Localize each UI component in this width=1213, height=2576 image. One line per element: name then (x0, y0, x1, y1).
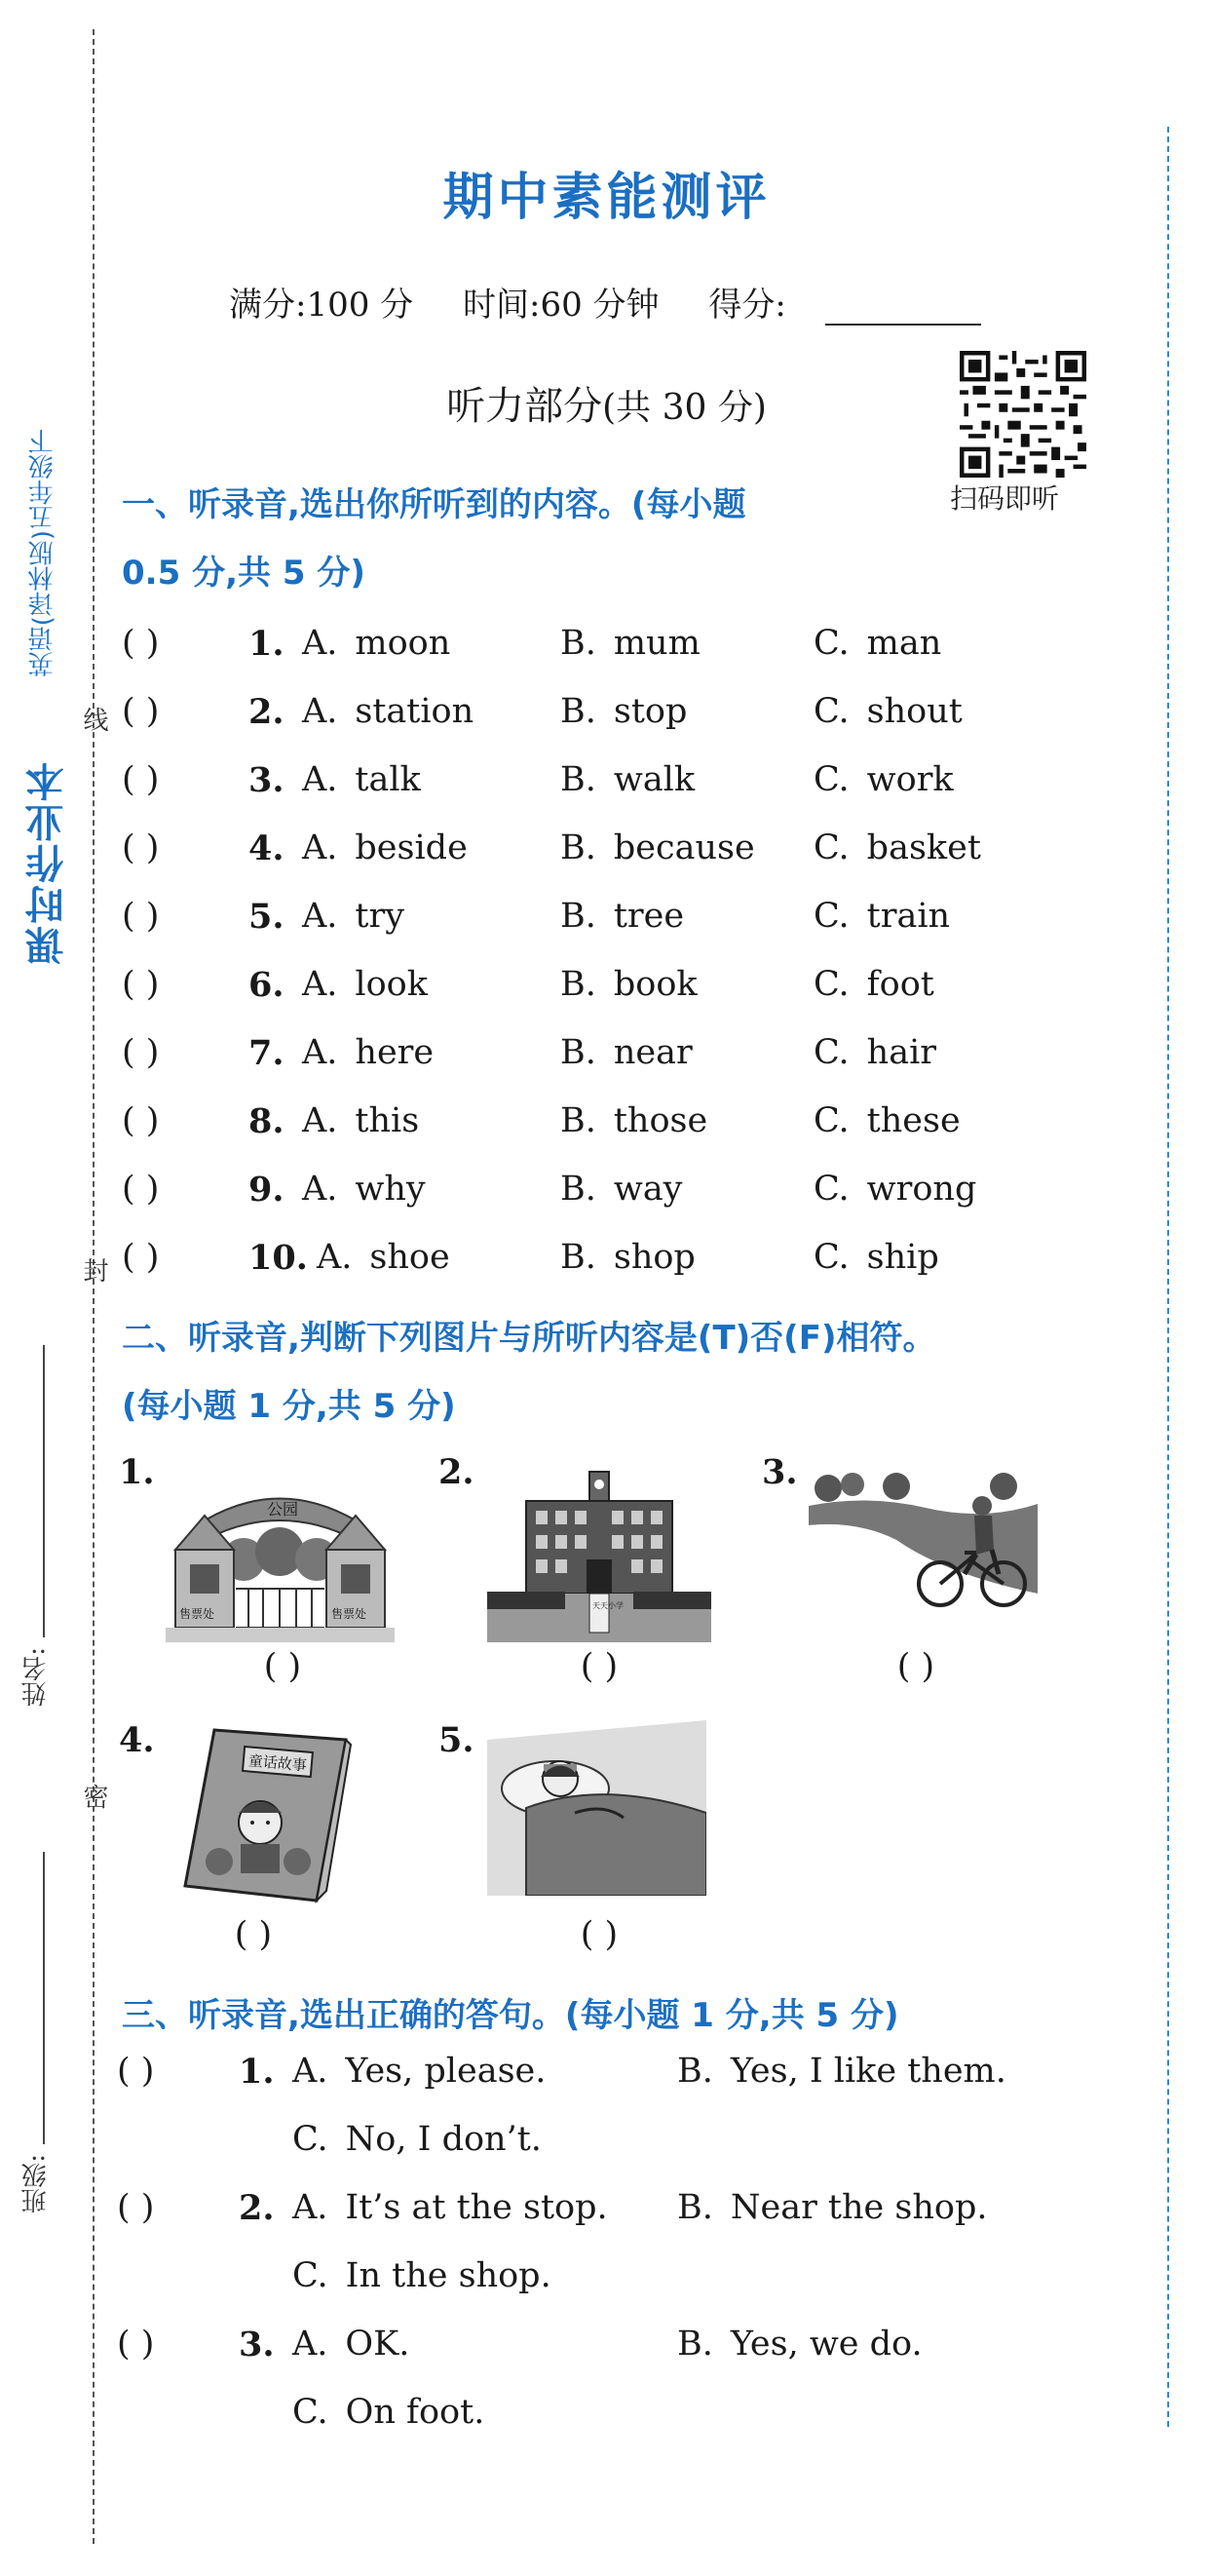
class-field-line[interactable] (43, 1852, 45, 2144)
option-b-label: B. (560, 897, 596, 936)
option-c[interactable] (292, 2120, 542, 2159)
answer-paren[interactable]: ( ) (263, 1647, 302, 1686)
option-a-text: moon (355, 624, 451, 663)
option-a[interactable] (317, 1238, 450, 1277)
option-a[interactable] (302, 897, 404, 936)
option-b[interactable] (677, 2325, 923, 2364)
seal-mark-feng: 封 (79, 1257, 108, 1283)
option-c[interactable] (292, 2256, 551, 2295)
option-c-text: wrong (866, 1170, 977, 1209)
option-b[interactable] (560, 1033, 693, 1072)
option-c-label: C. (814, 828, 850, 867)
option-a-text: shoe (369, 1238, 450, 1277)
answer-paren[interactable]: ( ) (122, 1170, 160, 1209)
option-b-text: walk (613, 760, 696, 799)
question-number: 4. (248, 828, 284, 868)
option-a-label: A. (317, 1238, 353, 1277)
option-a-label: A. (302, 1101, 338, 1140)
school-sign: 天天小学 (592, 1601, 624, 1610)
book-title: 童话故事 (247, 1751, 308, 1775)
option-c-text: these (866, 1101, 961, 1140)
option-b-text: near (613, 1033, 693, 1072)
seal-mark-xian: 线 (79, 707, 108, 732)
answer-paren[interactable]: ( ) (234, 1915, 273, 1954)
section1-title-line1: 一、听录音,选出你所听到的内容。(每小题 (122, 485, 746, 524)
option-c-label: C. (814, 692, 850, 731)
option-a-text: station (355, 692, 474, 731)
question-row (122, 965, 1145, 1014)
answer-paren[interactable]: ( ) (122, 760, 160, 799)
question-number: 2. (248, 692, 284, 732)
option-b[interactable] (560, 624, 701, 663)
question-number: 5. (248, 897, 284, 937)
name-label: 姓名: (21, 1647, 51, 1707)
option-a[interactable] (302, 760, 421, 799)
option-b-text: Near the shop. (730, 2188, 988, 2227)
cyclist-icon (809, 1467, 1038, 1633)
section3-title: 三、听录音,选出正确的答句。(每小题 1 分,共 5 分) (122, 1996, 899, 2035)
picture-number: 5. (438, 1720, 474, 1760)
exam-meta (229, 278, 981, 326)
option-b[interactable] (560, 897, 684, 936)
question-row (122, 1101, 1145, 1150)
option-b-label: B. (560, 692, 596, 731)
option-a-label: A. (292, 2325, 328, 2364)
option-a[interactable] (292, 2188, 608, 2227)
option-c-text: ship (866, 1238, 939, 1277)
option-b[interactable] (560, 965, 698, 1004)
option-c[interactable] (814, 828, 981, 867)
option-c-label: C. (814, 897, 850, 936)
option-c-text: On foot. (345, 2393, 485, 2432)
option-c-label: C. (292, 2256, 328, 2295)
option-b-text: because (613, 828, 755, 867)
option-c-text: hair (866, 1033, 937, 1072)
question-number: 7. (248, 1033, 284, 1073)
option-c-label: C. (814, 1170, 850, 1209)
option-c[interactable] (814, 1101, 961, 1140)
option-b-label: B. (560, 624, 596, 663)
question-row (122, 1170, 1145, 1218)
answer-paren[interactable]: ( ) (122, 692, 160, 731)
answer-paren[interactable]: ( ) (122, 965, 160, 1004)
option-a-text: OK. (345, 2325, 410, 2364)
side-subtitle: 英语(译林版)五年级下 (28, 429, 57, 677)
option-b[interactable] (677, 2188, 987, 2227)
score-total: 满分:100 分 (229, 286, 414, 325)
option-b-label: B. (560, 828, 596, 867)
option-c-label: C. (814, 1033, 850, 1072)
option-b[interactable] (560, 1238, 696, 1277)
option-b-label: B. (677, 2188, 713, 2227)
option-c[interactable] (292, 2393, 484, 2432)
gate-sign: 公园 (267, 1500, 299, 1519)
picture-number: 2. (438, 1452, 474, 1492)
option-c-text: shout (866, 692, 963, 731)
option-c[interactable] (814, 1033, 936, 1072)
option-b-text: shop (613, 1238, 696, 1277)
option-c-text: work (866, 760, 954, 799)
option-a-label: A. (302, 1033, 338, 1072)
option-b[interactable] (560, 828, 755, 867)
option-c-text: No, I don’t. (345, 2120, 542, 2159)
option-b[interactable] (560, 692, 687, 731)
answer-paren[interactable]: ( ) (580, 1647, 619, 1686)
picture-number: 3. (762, 1452, 798, 1492)
answer-paren[interactable]: ( ) (117, 2188, 155, 2227)
answer-paren[interactable]: ( ) (896, 1647, 935, 1686)
option-a[interactable] (292, 2052, 546, 2091)
score-get-label: 得分: (708, 286, 786, 325)
question-number: 9. (248, 1170, 284, 1210)
option-c-text: foot (866, 965, 934, 1004)
question-number: 8. (248, 1101, 284, 1141)
option-a[interactable] (292, 2325, 409, 2364)
time-limit: 时间:60 分钟 (462, 286, 660, 325)
question-number: 6. (248, 965, 284, 1005)
side-brand: 课时作业本 (25, 760, 70, 965)
option-a-label: A. (292, 2052, 328, 2091)
answer-paren[interactable]: ( ) (122, 624, 160, 663)
park-gate-icon (166, 1481, 395, 1642)
section1-title-line2: 0.5 分,共 5 分) (122, 554, 365, 593)
question-row (122, 828, 1145, 877)
question-row (122, 624, 1145, 673)
option-b-text: book (613, 965, 698, 1004)
option-b[interactable] (677, 2052, 1006, 2091)
class-label: 班级: (21, 2154, 51, 2213)
option-a[interactable] (302, 965, 428, 1004)
option-b-label: B. (560, 1170, 596, 1209)
option-c[interactable] (814, 1170, 976, 1209)
option-b-text: those (613, 1101, 708, 1140)
ticket-sign-left: 售票处 (179, 1607, 215, 1621)
option-c-label: C. (814, 965, 850, 1004)
option-c-label: C. (814, 624, 850, 663)
question-row (122, 760, 1145, 809)
option-b-text: mum (613, 624, 701, 663)
option-a-text: It’s at the stop. (345, 2188, 608, 2227)
option-b-text: Yes, we do. (730, 2325, 923, 2364)
option-b-text: way (613, 1170, 683, 1209)
option-b[interactable] (560, 1170, 682, 1209)
option-a[interactable] (302, 1170, 426, 1209)
option-a[interactable] (302, 1101, 419, 1140)
option-c-text: train (866, 897, 951, 936)
option-c[interactable] (814, 692, 963, 731)
option-a-label: A. (302, 965, 338, 1004)
option-a-text: talk (355, 760, 421, 799)
option-a-text: here (355, 1033, 435, 1072)
section2-title-line2: (每小题 1 分,共 5 分) (122, 1387, 456, 1426)
option-a-label: A. (302, 897, 338, 936)
answer-paren[interactable]: ( ) (117, 2325, 155, 2364)
question-number: 3. (248, 760, 284, 800)
storybook-icon (180, 1725, 356, 1905)
ticket-sign-right: 售票处 (331, 1607, 367, 1621)
answer-paren[interactable]: ( ) (122, 1238, 160, 1277)
seal-mark-mi: 密 (79, 1784, 108, 1809)
option-b-label: B. (560, 1101, 596, 1140)
option-c-label: C. (814, 1238, 850, 1277)
option-a-text: look (355, 965, 428, 1004)
question-number: 1. (239, 2052, 275, 2092)
option-c[interactable] (814, 1238, 939, 1277)
option-c[interactable] (814, 624, 941, 663)
option-c-text: man (866, 624, 942, 663)
qr-label: 扫码即听 (950, 482, 1060, 515)
option-a-label: A. (302, 1170, 338, 1209)
name-field-line[interactable] (43, 1345, 45, 1637)
option-b-label: B. (677, 2052, 713, 2091)
option-c-label: C. (292, 2393, 328, 2432)
question-number: 1. (248, 624, 284, 664)
option-c[interactable] (814, 897, 950, 936)
option-c-text: basket (866, 828, 981, 867)
option-a-label: A. (292, 2188, 328, 2227)
option-b[interactable] (560, 760, 695, 799)
question-row (122, 1238, 1145, 1287)
option-b-text: stop (613, 692, 688, 731)
option-a-label: A. (302, 760, 338, 799)
option-a-text: try (355, 897, 404, 936)
option-b-label: B. (677, 2325, 713, 2364)
option-a-text: Yes, please. (345, 2052, 547, 2091)
option-c[interactable] (814, 965, 934, 1004)
part-title: 听力部分 (446, 384, 603, 429)
school-building-icon (487, 1467, 711, 1642)
option-a[interactable] (302, 692, 474, 731)
answer-paren[interactable]: ( ) (122, 897, 160, 936)
section2-title-line1: 二、听录音,判断下列图片与所听内容是(T)否(F)相符。 (122, 1319, 936, 1358)
picture-number: 1. (119, 1452, 155, 1492)
option-a[interactable] (302, 624, 450, 663)
answer-paren[interactable]: ( ) (122, 1033, 160, 1072)
option-c-text: In the shop. (345, 2256, 551, 2295)
picture-number: 4. (119, 1720, 155, 1760)
margin-dashed-line (1167, 127, 1169, 2427)
question-number: 10. (248, 1238, 308, 1278)
option-c-label: C. (814, 760, 850, 799)
qr-code-icon[interactable] (960, 351, 1086, 478)
option-b[interactable] (560, 1101, 707, 1140)
answer-paren[interactable]: ( ) (580, 1915, 619, 1954)
option-b-label: B. (560, 1238, 596, 1277)
option-a[interactable] (302, 828, 468, 867)
option-a-label: A. (302, 624, 338, 663)
option-b-label: B. (560, 965, 596, 1004)
question-number: 2. (239, 2188, 275, 2228)
sick-in-bed-icon (487, 1720, 706, 1896)
question-number: 3. (239, 2325, 275, 2365)
part-note: (共 30 分) (602, 388, 767, 428)
answer-paren[interactable]: ( ) (122, 828, 160, 867)
question-row (122, 1033, 1145, 1082)
page-title: 期中素能测评 (442, 169, 771, 227)
option-a-text: beside (355, 828, 468, 867)
option-c[interactable] (814, 760, 954, 799)
question-row (122, 692, 1145, 741)
score-blank[interactable] (825, 296, 981, 326)
option-c-label: C. (814, 1101, 850, 1140)
option-a-label: A. (302, 692, 338, 731)
option-a-label: A. (302, 828, 338, 867)
option-c-label: C. (292, 2120, 328, 2159)
option-b-label: B. (560, 760, 596, 799)
question-row (122, 897, 1145, 945)
answer-paren[interactable]: ( ) (122, 1101, 160, 1140)
option-a-text: this (355, 1101, 420, 1140)
option-a-text: why (355, 1170, 426, 1209)
option-a[interactable] (302, 1033, 434, 1072)
answer-paren[interactable]: ( ) (117, 2052, 155, 2091)
option-b-text: tree (613, 897, 685, 936)
option-b-label: B. (560, 1033, 596, 1072)
option-b-text: Yes, I like them. (730, 2052, 1006, 2091)
